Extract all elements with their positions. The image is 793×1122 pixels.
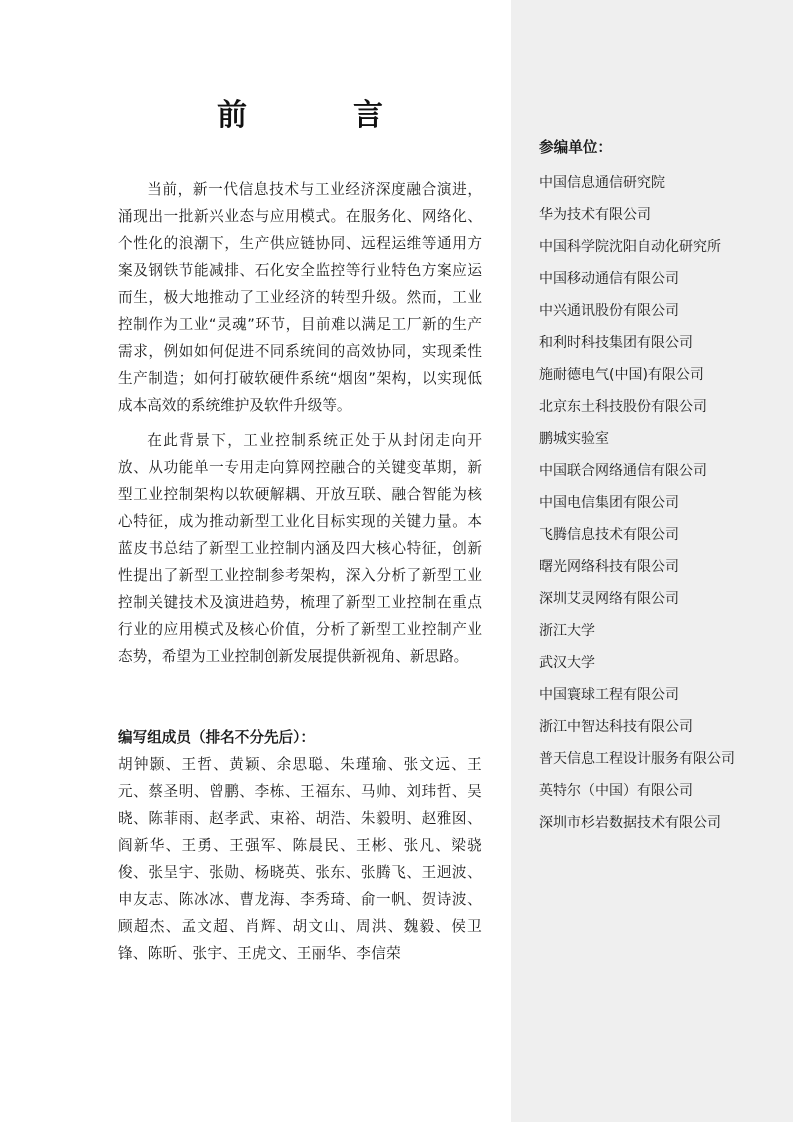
unit-item: 鹏城实验室 — [539, 431, 609, 447]
authors-list: 胡钟颢、王哲、黄颖、余思聪、朱瑾瑜、张文远、王元、蔡圣明、曾鹏、李栋、王福东、马帅、刘玮哲、吴晓、陈菲雨、赵孝武、束裕、胡浩、朱毅明、赵雅囡、阎新华、王勇、王强军、陈晨民、王彬、张凡、梁骁俊、张呈宇、张勋、杨晓英、张东、张腾飞、王迥波、申友志、陈冰冰、曹龙海、李秀琦、俞一帆、贺诗波、顾超杰、孟文超、肖辉、胡文山、周洪、魏毅、侯卫锋、陈昕、张宇、王虎文、王丽华、李信荣 — [118, 756, 482, 962]
unit-item: 中国电信集团有限公司 — [539, 495, 679, 511]
unit-item: 中国寰球工程有限公司 — [539, 687, 679, 703]
unit-item: 施耐德电气(中国)有限公司 — [539, 367, 704, 383]
unit-item: 深圳市杉岩数据技术有限公司 — [539, 815, 721, 831]
preface-body — [118, 176, 482, 678]
unit-item: 中国科学院沈阳自动化研究所 — [539, 239, 721, 255]
unit-item: 普天信息工程设计服务有限公司 — [539, 751, 735, 767]
unit-item: 中国移动通信有限公司 — [539, 271, 679, 287]
units-heading: 参编单位： — [539, 139, 612, 156]
unit-item: 英特尔（中国）有限公司 — [539, 783, 693, 799]
unit-item: 武汉大学 — [539, 655, 595, 671]
unit-item: 浙江中智达科技有限公司 — [539, 719, 693, 735]
unit-item: 中国信息通信研究院 — [539, 175, 665, 191]
unit-item: 和利时科技集团有限公司 — [539, 335, 693, 351]
unit-item: 中国联合网络通信有限公司 — [539, 463, 707, 479]
authors-heading: 编写组成员（排名不分先后）： — [118, 729, 316, 746]
unit-item: 中兴通讯股份有限公司 — [539, 303, 679, 319]
unit-item: 飞腾信息技术有限公司 — [539, 527, 679, 543]
unit-item: 华为技术有限公司 — [539, 207, 651, 223]
units-list — [539, 167, 779, 839]
contributing-units — [539, 137, 779, 839]
preface-paragraph-1: 当前，新一代信息技术与工业经济深度融合演进，涌现出一批新兴业态与应用模式。在服务化、网络化、个性化的浪潮下，生产供应链协同、远程运维等通用方案及钢铁节能减排、石化安全监控等行业特色方案应运而生，极大地推动了工业经济的转型升级。然而，工业控制作为工业“灵魂”环节，目前难以满足工厂新的生产需求，例如如何促进不同系统间的高效协同，实现柔性生产制造；如何打破软硬件系统“烟囱”架构，以实现低成本高效的系统维护及软件升级等。 — [118, 181, 482, 414]
unit-item: 曙光网络科技有限公司 — [539, 559, 679, 575]
preface-paragraph-2: 在此背景下，工业控制系统正处于从封闭走向开放、从功能单一专用走向算网控融合的关键变革期，新型工业控制架构以软硬解耦、开放互联、融合智能为核心特征，成为推动新型工业化目标实现的关键力量。本蓝皮书总结了新型工业控制内涵及四大核心特征，创新性提出了新型工业控制参考架构，深入分析了新型工业控制关键技术及演进趋势，梳理了新型工业控制在重点行业的应用模式及核心价值，分析了新型工业控制产业态势，希望为工业控制创新发展提供新视角、新思路。 — [118, 432, 482, 665]
page-title: 前 言 — [217, 98, 421, 133]
unit-item: 深圳艾灵网络有限公司 — [539, 591, 679, 607]
unit-item: 北京东土科技股份有限公司 — [539, 399, 707, 415]
unit-item: 浙江大学 — [539, 623, 595, 639]
